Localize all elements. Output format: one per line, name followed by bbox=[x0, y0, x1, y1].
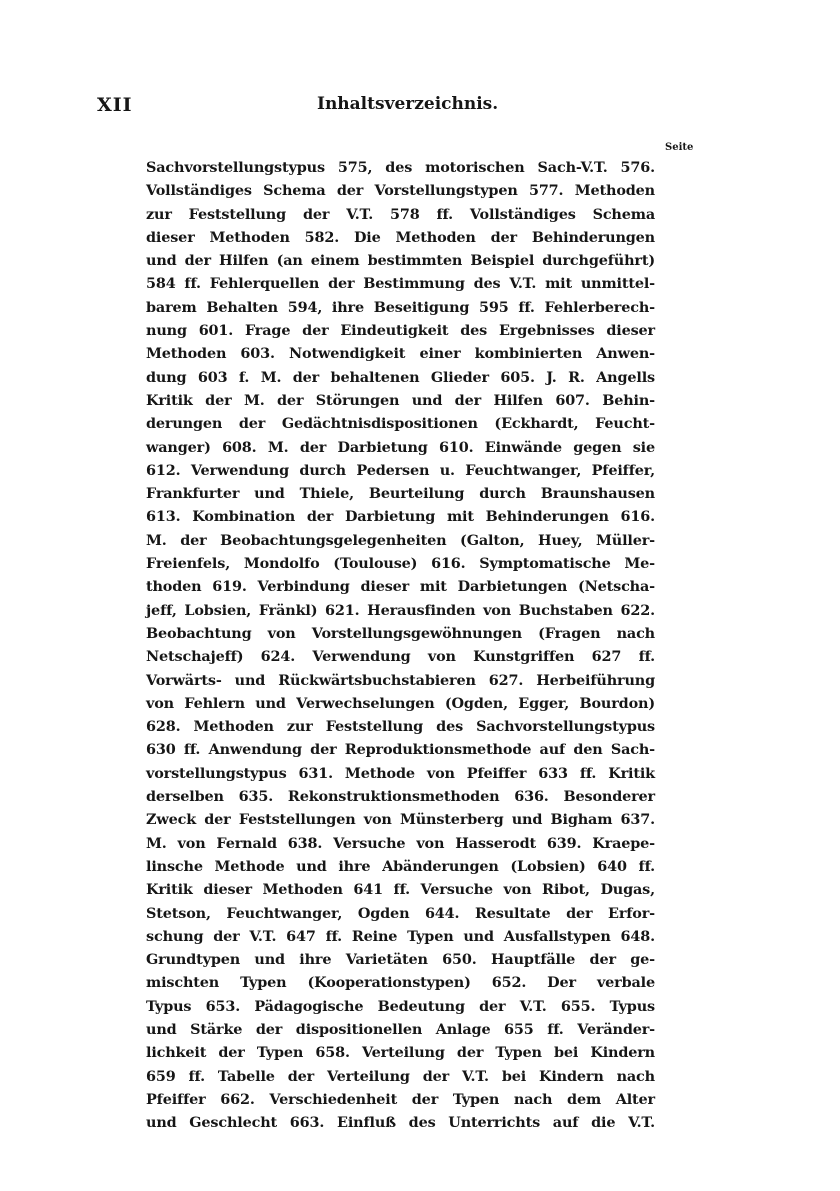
text-line: Frankfurter und Thiele, Beurteilung durch Braunshausen bbox=[146, 485, 655, 503]
toc-entry-text bbox=[146, 156, 655, 1134]
text-line: thoden 619. Verbindung dieser mit Darbietungen (Netscha- bbox=[146, 578, 655, 596]
text-line: 628. Methoden zur Feststellung des Sachvorstellungstypus bbox=[146, 718, 655, 736]
text-line: Zweck der Feststellungen von Münsterberg und Bigham 637. bbox=[146, 811, 655, 829]
text-line: wanger) 608. M. der Darbietung 610. Einwände gegen sie bbox=[146, 438, 655, 456]
text-line: 630 ff. Anwendung der Reproduktionsmethode auf den Sach- bbox=[146, 741, 655, 759]
text-line: Beobachtung von Vorstellungsgewöhnungen (Fragen nach bbox=[146, 624, 655, 642]
text-line: M. der Beobachtungsgelegenheiten (Galton, Huey, Müller- bbox=[146, 531, 655, 549]
text-line: Netschajeff) 624. Verwendung von Kunstgriffen 627 ff. bbox=[146, 648, 655, 666]
text-line: von Fehlern und Verwechselungen (Ogden, Egger, Bourdon) bbox=[146, 694, 655, 712]
text-line: und der Hilfen (an einem bestimmten Beispiel durchgeführt) bbox=[146, 252, 655, 270]
text-line: und Geschlecht 663. Einfluß des Unterrichts auf die V.T. bbox=[146, 1114, 655, 1132]
text-line: Pfeiffer 662. Verschiedenheit der Typen nach dem Alter bbox=[146, 1090, 655, 1108]
text-line: 584 ff. Fehlerquellen der Bestimmung des V.T. mit unmittel- bbox=[146, 275, 655, 293]
text-line: barem Behalten 594, ihre Beseitigung 595 ff. Fehlerberech- bbox=[146, 298, 655, 316]
text-line: derungen der Gedächtnisdispositionen (Eckhardt, Feucht- bbox=[146, 415, 655, 433]
text-line: dieser Methoden 582. Die Methoden der Behinderungen bbox=[146, 228, 655, 246]
text-line: Kritik der M. der Störungen und der Hilfen 607. Behin- bbox=[146, 391, 655, 409]
text-line: Stetson, Feuchtwanger, Ogden 644. Resultate der Erfor- bbox=[146, 904, 655, 922]
text-line: lichkeit der Typen 658. Verteilung der Typen bei Kindern bbox=[146, 1044, 655, 1062]
text-line: Grundtypen und ihre Varietäten 650. Hauptfälle der ge- bbox=[146, 951, 655, 969]
text-line: Freienfels, Mondolfo (Toulouse) 616. Symptomatische Me- bbox=[146, 555, 655, 573]
text-line: Sachvorstellungstypus 575, des motorischen Sach-V.T. 576. bbox=[146, 159, 655, 176]
text-line: 613. Kombination der Darbietung mit Behinderungen 616. bbox=[146, 508, 655, 526]
text-line: 612. Verwendung durch Pedersen u. Feuchtwanger, Pfeiffer, bbox=[146, 461, 655, 479]
text-line: Kritik dieser Methoden 641 ff. Versuche von Ribot, Dugas, bbox=[146, 881, 655, 899]
text-line: jeff, Lobsien, Fränkl) 621. Herausfinden von Buchstaben 622. bbox=[146, 601, 655, 619]
text-line: mischten Typen (Kooperationstypen) 652. Der verbale bbox=[146, 974, 655, 992]
text-line: dung 603 f. M. der behaltenen Glieder 605. J. R. Angells bbox=[146, 368, 655, 386]
page-title: Inhaltsverzeichnis. bbox=[317, 94, 499, 114]
text-line: und Stärke der dispositionellen Anlage 655 ff. Veränder- bbox=[146, 1020, 655, 1038]
text-line: Typus 653. Pädagogische Bedeutung der V.T. 655. Typus bbox=[146, 997, 655, 1015]
text-line: Methoden 603. Notwendigkeit einer kombinierten Anwen- bbox=[146, 345, 655, 363]
text-line: M. von Fernald 638. Versuche von Hasserodt 639. Kraepe- bbox=[146, 834, 655, 852]
text-line: Vorwärts- und Rückwärtsbuchstabieren 627. Herbeiführung bbox=[146, 671, 655, 689]
column-label-seite: Seite bbox=[665, 142, 694, 153]
text-line: zur Feststellung der V.T. 578 ff. Vollständiges Schema bbox=[146, 205, 655, 223]
text-line: nung 601. Frage der Eindeutigkeit des Ergebnisses dieser bbox=[146, 322, 655, 340]
text-line: 659 ff. Tabelle der Verteilung der V.T. bei Kindern nach bbox=[146, 1067, 655, 1085]
text-line: derselben 635. Rekonstruktionsmethoden 636. Besonderer bbox=[146, 788, 655, 806]
text-line: linsche Methode und ihre Abänderungen (Lobsien) 640 ff. bbox=[146, 857, 655, 875]
text-line: vorstellungstypus 631. Methode von Pfeiffer 633 ff. Kritik bbox=[146, 764, 655, 782]
text-line: Vollständiges Schema der Vorstellungstypen 577. Methoden bbox=[146, 182, 655, 200]
page-number: XII bbox=[97, 94, 133, 116]
text-line: schung der V.T. 647 ff. Reine Typen und Ausfallstypen 648. bbox=[146, 927, 655, 945]
